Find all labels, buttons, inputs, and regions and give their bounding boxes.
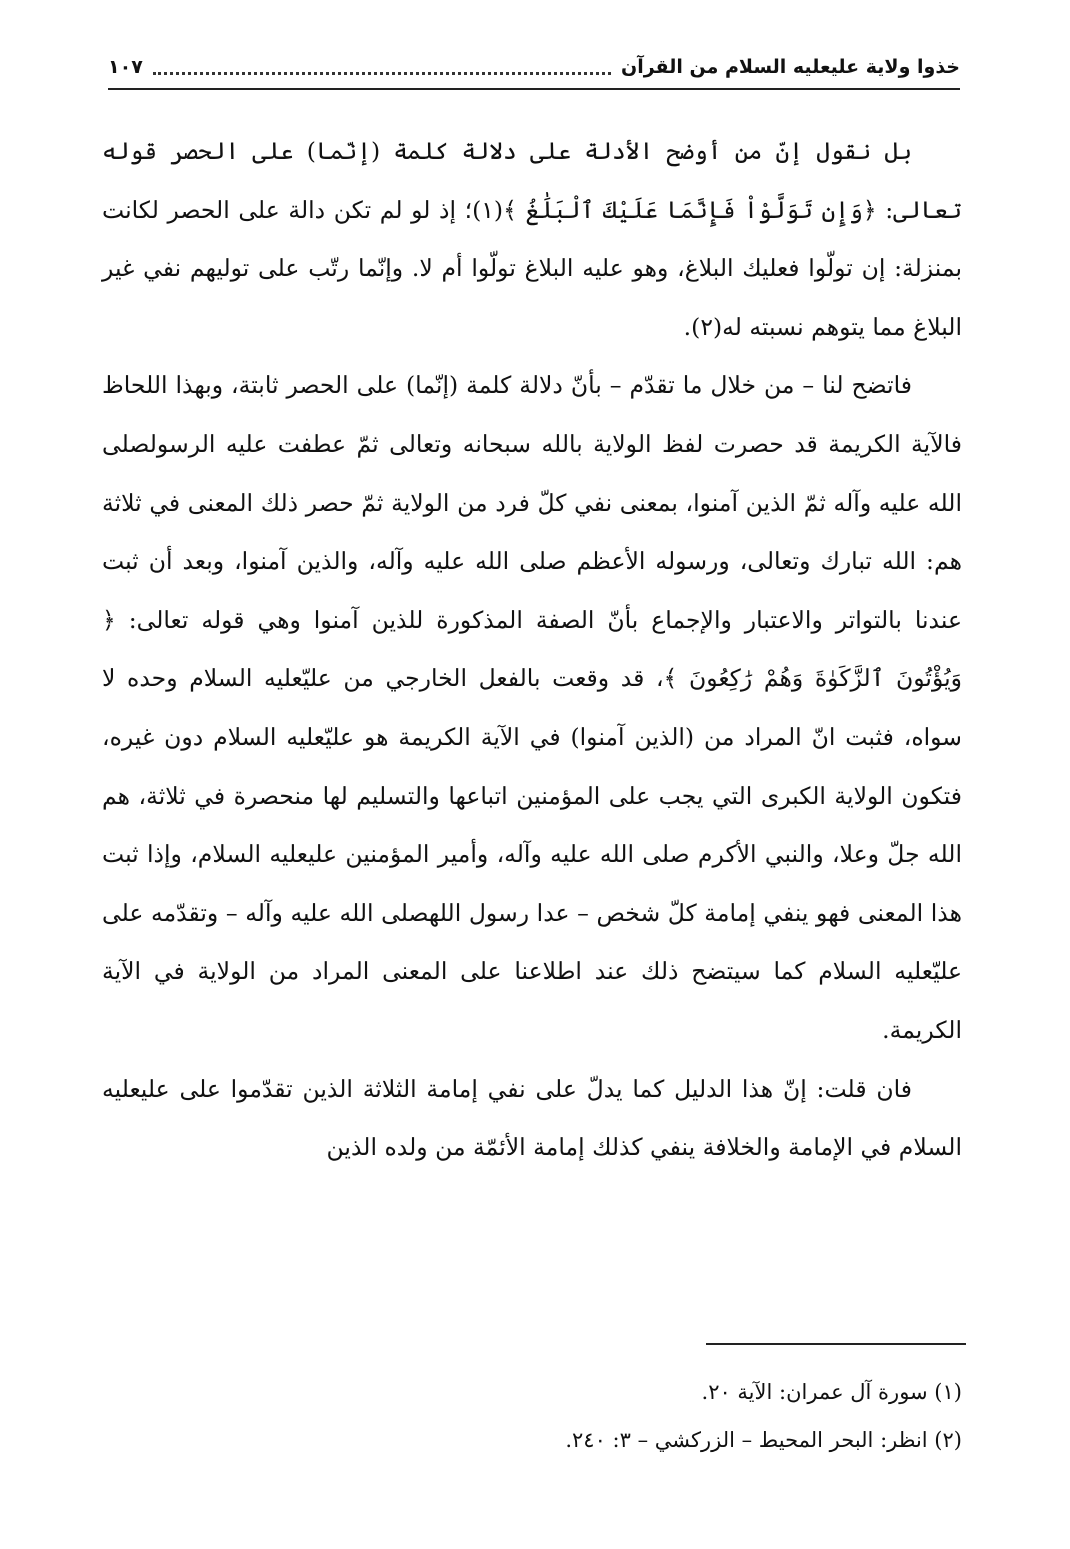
running-header bbox=[108, 50, 960, 90]
paragraph-2: فاتضح لنا – من خلال ما تقدّم – بأنّ دلالة كلمة (إنّما) على الحصر ثابتة، وبهذا اللحاظ فالآية الكريمة قد حصرت لفظ الولاية بالله سبحانه وتعالى ثمّ عطفت عليه الرسولصلى الله عليه وآله ثمّ الذين آمنوا، بمعنى نفي كلّ فرد من الولاية ثمّ حصر ذلك المعنى في ثلاثة هم: الله تبارك وتعالى، ورسوله الأعظم صلى الله عليه وآله، والذين آمنوا، وبعد أن ثبت عندنا بالتواتر والاعتبار والإجماع بأنّ الصفة المذكورة للذين آمنوا وهي قوله تعالى: ﴿ وَيُؤْتُونَ ٱلزَّكَوٰةَ وَهُمْ رَٰكِعُونَ ﴾، قد وقعت بالفعل الخارجي من عليّعليه السلام وحده لا سواه، فثبت انّ المراد من (الذين آمنوا) في الآية الكريمة هو عليّعليه السلام دون غيره، فتكون الولاية الكبرى التي يجب على المؤمنين اتباعها والتسليم لها منحصرة في ثلاثة، هم الله جلّ وعلا، والنبي الأكرم صلى الله عليه وآله، وأمير المؤمنين عليعليه السلام، وإذا ثبت هذا المعنى فهو ينفي إمامة كلّ شخص – عدا رسول اللهصلى الله عليه وآله – وتقدّمه على عليّعليه السلام كما سيتضح ذلك عند اطلاعنا على المعنى المراد من الولاية في الآية الكريمة. bbox=[102, 371, 962, 1044]
paragraph-3: فان قلت: إنّ هذا الدليل كما يدلّ على نفي إمامة الثلاثة الذين تقدّموا على عليعليه السلام في الإمامة والخلافة ينفي كذلك إمامة الأئمّة من ولده الذين bbox=[102, 1074, 962, 1162]
footnotes bbox=[120, 1368, 962, 1464]
footnote-1: (١) سورة آل عمران: الآية ٢٠. bbox=[701, 1380, 962, 1404]
dot-leader bbox=[153, 60, 611, 75]
main-text bbox=[102, 122, 962, 1177]
footnote-2: (٢) انظر: البحر المحيط – الزركشي – ٣: ٢٤٠. bbox=[565, 1428, 962, 1452]
running-title: خذوا ولاية عليعليه السلام من القرآن bbox=[621, 56, 960, 78]
footnote-separator bbox=[706, 1343, 966, 1345]
page-number: ١٠٧ bbox=[108, 56, 143, 78]
paragraph-1: بل نقول إنّ من أوضح الأدلة على دلالة كلمة (إنّما) على الحصر قوله تعالى: ﴿وَإِن تَوَلَّوْاْ فَإِنَّمَا عَلَيْكَ ٱلْبَلَٰغُ ﴾(١)؛ إذ لو لم تكن دالة على الحصر لكانت بمنزلة: إن تولّوا فعليك البلاغ، وهو عليه البلاغ تولّوا أم لا. وإنّما رتّب على توليهم نفي غير البلاغ مما يتوهم نسبته له(٢). bbox=[102, 137, 962, 341]
